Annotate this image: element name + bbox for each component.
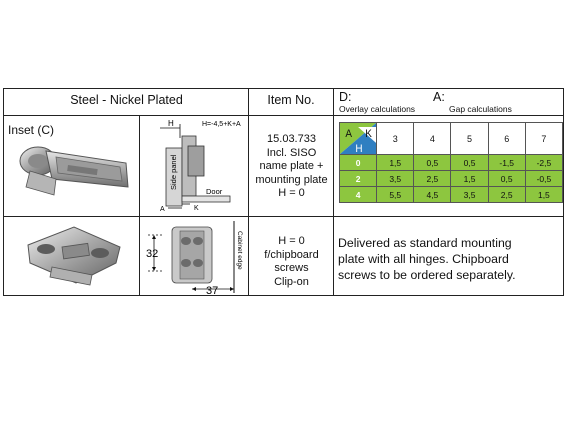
h-value-cell: 0	[340, 155, 377, 171]
overlay-heading: D:	[339, 90, 352, 104]
k-value-header: 4	[414, 123, 451, 155]
inset-hinge-diagram	[154, 118, 246, 212]
k-value-header: 3	[377, 123, 414, 155]
k-header-row	[340, 123, 563, 155]
overlay-calculation-table	[339, 122, 563, 203]
corner-k-label: K	[365, 128, 372, 141]
overlay-cell: 2,5	[414, 171, 451, 187]
column-divider-image	[139, 115, 140, 295]
overlay-subheading: Overlay calculations	[339, 104, 416, 114]
description-line: Delivered as standard mounting	[338, 236, 512, 250]
table-row	[340, 187, 563, 203]
k-value-header: 5	[451, 123, 488, 155]
h-value-cell: 4	[340, 187, 377, 203]
width-dimension: 37	[206, 285, 219, 295]
overlay-cell: 1,5	[525, 187, 562, 203]
corner-h-label: H	[355, 143, 363, 154]
description-line: plate with all hinges. Chipboard	[338, 252, 509, 266]
cabinet-edge-label: Cabinet edge	[236, 231, 243, 270]
mounting-plate-photo	[22, 223, 126, 291]
gap-heading: A:	[433, 90, 445, 104]
k-dimension-label: K	[194, 205, 199, 212]
overlay-cell: 5,5	[377, 187, 414, 203]
item-line: Incl. SISO	[266, 146, 317, 159]
hinge-photo	[16, 135, 134, 205]
mounting-plate-diagram	[146, 219, 246, 295]
corner-key-graphic	[340, 123, 376, 154]
item-line: f/chipboard	[264, 248, 319, 261]
plate-item-details	[249, 235, 334, 289]
table-corner-key	[340, 123, 377, 155]
item-line: mounting plate	[255, 173, 328, 186]
overlay-cell: 0,5	[414, 155, 451, 171]
overlay-cell: 4,5	[414, 187, 451, 203]
overlay-cell: 0,5	[488, 171, 525, 187]
overlay-cell: 1,5	[377, 155, 414, 171]
overlay-cell: 3,5	[451, 187, 488, 203]
item-line: name plate +	[259, 160, 324, 172]
h-dimension-label: H	[168, 119, 174, 128]
item-line: H = 0	[278, 235, 305, 247]
item-number: 15.03.733	[267, 133, 316, 145]
hinge-type-label: Inset (C)	[8, 123, 55, 137]
header-divider	[4, 115, 563, 116]
overlay-cell: -2,5	[525, 155, 562, 171]
k-value-header: 7	[525, 123, 562, 155]
table-row	[340, 171, 563, 187]
item-no-heading: Item No.	[267, 93, 315, 107]
overlay-cell: 0,5	[451, 155, 488, 171]
table-row	[340, 155, 563, 171]
door-label: Door	[206, 187, 223, 196]
plate-description	[338, 235, 560, 283]
item-line: Clip-on	[274, 275, 309, 288]
height-dimension: 32	[146, 248, 159, 260]
item-line: H = 0	[278, 187, 305, 199]
formula-label: H=-4,5+K+A	[202, 121, 241, 128]
corner-a-label: A	[345, 128, 353, 141]
a-dimension-label: A	[160, 206, 165, 212]
description-line: screws to be ordered separately.	[338, 268, 516, 282]
material-heading: Steel - Nickel Plated	[70, 93, 183, 107]
hinge-item-details	[249, 133, 334, 201]
item-line: screws	[274, 262, 309, 274]
overlay-cell: -0,5	[525, 171, 562, 187]
overlay-cell: 1,5	[451, 171, 488, 187]
k-value-header: 6	[488, 123, 525, 155]
overlay-cell: 2,5	[488, 187, 525, 203]
gap-subheading: Gap calculations	[449, 104, 512, 114]
h-value-cell: 2	[340, 171, 377, 187]
overlay-cell: -1,5	[488, 155, 525, 171]
row-divider	[4, 216, 563, 217]
overlay-cell: 3,5	[377, 171, 414, 187]
side-panel-label: Side panel	[169, 154, 178, 190]
